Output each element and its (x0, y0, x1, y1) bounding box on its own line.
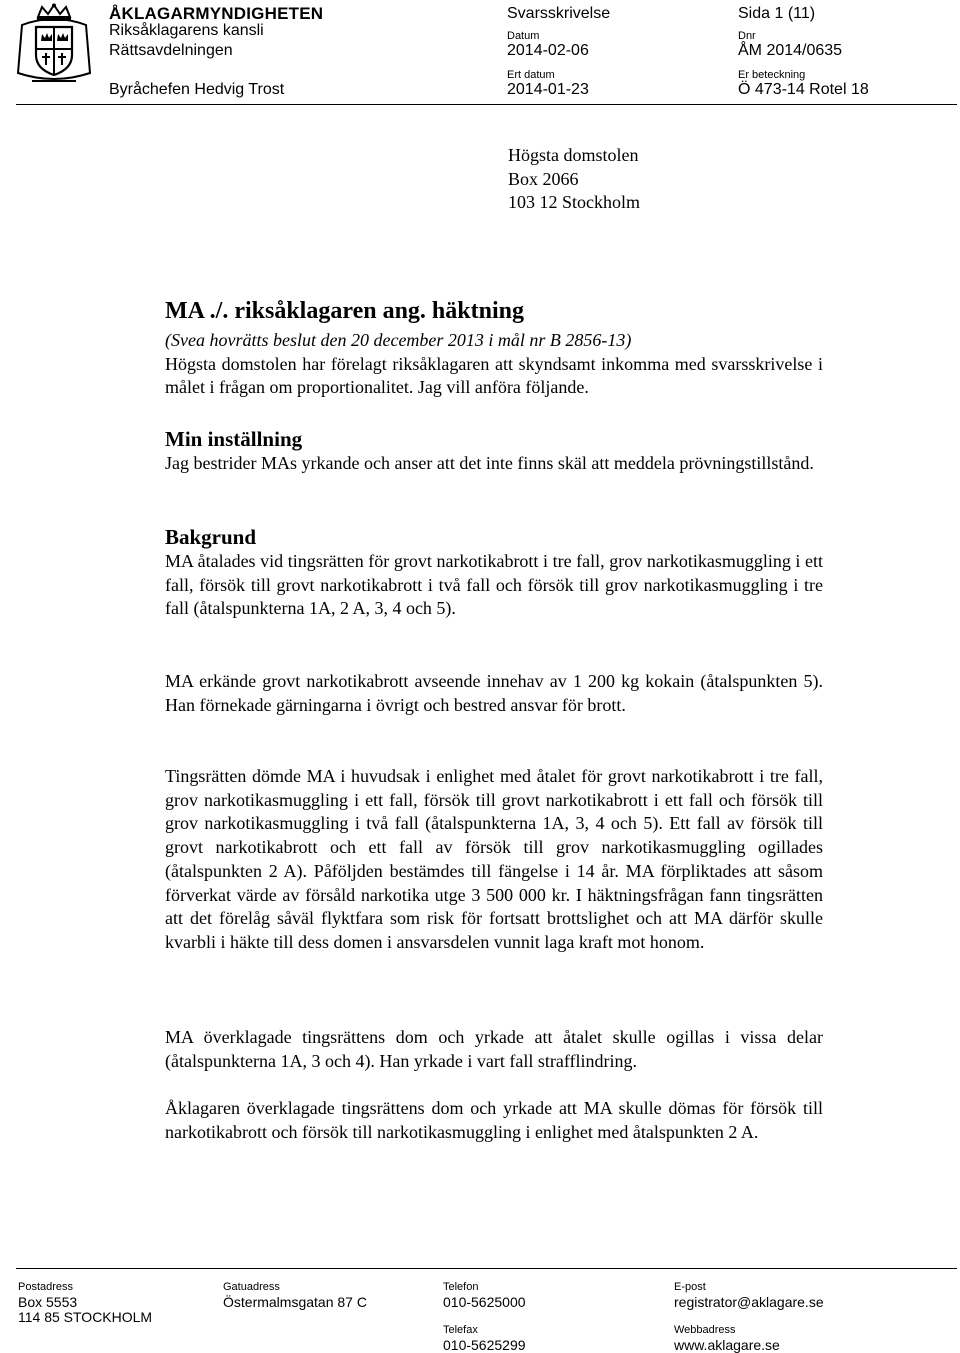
footer-telefax-value: 010-5625299 (443, 1337, 526, 1353)
office-name: Riksåklagarens kansli (109, 22, 264, 39)
recipient-line-2: Box 2066 (508, 168, 579, 189)
coat-of-arms-logo (14, 3, 94, 87)
department-name: Rättsavdelningen (109, 42, 233, 59)
document-subtitle: (Svea hovrätts beslut den 20 december 2013 i mål nr B 2856-13) (165, 330, 632, 350)
footer-telefon-value: 010-5625000 (443, 1294, 526, 1310)
document-type: Svarsskrivelse (507, 5, 611, 22)
footer-webbadress-label: Webbadress (674, 1324, 736, 1336)
background-paragraph-2: MA erkände grovt narkotikabrott avseende innehav av 1 200 kg kokain (åtalspunkten 5). Han förnekade gärningarna i övrigt och bestred ansvar för brott. (165, 671, 823, 715)
background-paragraph-4-wrap (165, 1026, 823, 1073)
intro-block (165, 329, 823, 400)
footer-epost-value[interactable]: registrator@aklagare.se (674, 1294, 824, 1310)
background-paragraph-4: MA överklagade tingsrättens dom och yrkade att åtalet skulle ogillas i vissa delar (åtalspunkterna 1A, 3 och 4). Han yrkade i vart fall strafflindring. (165, 1027, 823, 1071)
agency-name: ÅKLAGARMYNDIGHETEN (109, 4, 324, 23)
footer-telefon-label: Telefon (443, 1281, 479, 1293)
ert-datum-value: 2014-01-23 (507, 81, 589, 98)
dnr-label: Dnr (738, 30, 756, 42)
datum-value: 2014-02-06 (507, 42, 589, 59)
er-beteckning-value: Ö 473-14 Rotel 18 (738, 81, 869, 98)
background-paragraph-1: MA åtalades vid tingsrätten för grovt narkotikabrott i tre fall, grov narkotikasmuggling i ett fall, försök till grovt narkotikabrott i två fall och försök till grov narkotikasmuggling i tre fall (åtalspunkterna 1A, 2 A, 3, 4 och 5). (165, 551, 823, 619)
background-paragraph-3: Tingsrätten dömde MA i huvudsak i enlighet med åtalet för grovt narkotikabrott i tre fall, grov narkotikasmuggling i ett fall, försök till grovt narkotikabrott i ett fall och försök till grov narkotikasmuggling i två fall (åtalspunkterna 1A, 3, 4 och 5). Ett fall av försök till grovt narkotikabrott och ett fall av försök till grov narkotikasmuggling ogillades (åtalspunkten 2 A). Påföljden bestämdes till fängelse i 14 år. MA förpliktades att såsom förverkat värde av försåld narkotika utge 3 500 000 kr. I häktningsfrågan fann tingsrätten att det förelåg såväl flyktfara som risk för fortsatt brottslighet och att MA därför skulle kvarbli i häkte till dess domen i ansvarsdelen vunnit laga kraft mot honom. (165, 766, 823, 952)
recipient-line-1: Högsta domstolen (508, 145, 639, 165)
footer-telefax-label: Telefax (443, 1324, 478, 1336)
footer-postadress-label: Postadress (18, 1281, 74, 1293)
er-beteckning-label: Er beteckning (738, 69, 806, 81)
recipient-address (508, 144, 640, 215)
footer-gatuadress-label: Gatuadress (223, 1281, 280, 1293)
officer-name: Byråchefen Hedvig Trost (109, 81, 285, 98)
document-title: MA ./. riksåklagaren ang. häktning (165, 298, 524, 324)
header-divider (16, 104, 957, 105)
footer-divider (16, 1268, 957, 1269)
footer-epost-label: E-post (674, 1281, 706, 1293)
section-position (165, 426, 823, 476)
section-heading-position: Min inställning (165, 427, 303, 451)
dnr-value: ÅM 2014/0635 (738, 42, 843, 59)
background-paragraph-5-wrap (165, 1097, 823, 1144)
page-number: Sida 1 (11) (738, 5, 816, 22)
background-paragraph-5: Åklagaren överklagade tingsrättens dom och yrkade att MA skulle dömas för försök till narkotikabrott och försök till narkotikasmuggling i enlighet med åtalspunkten 2 A. (165, 1098, 823, 1142)
section-background (165, 524, 823, 621)
intro-paragraph: Högsta domstolen har förelagt riksåklagaren att skyndsamt inkomma med svarsskrivelse i målet i frågan om proportionalitet. Jag vill anföra följande. (165, 353, 823, 398)
section-heading-background: Bakgrund (165, 525, 257, 549)
footer-postadress-line2: 114 85 STOCKHOLM (18, 1309, 153, 1325)
footer-webbadress-value[interactable]: www.aklagare.se (674, 1337, 780, 1353)
background-paragraph-3-wrap (165, 765, 823, 955)
footer-postadress-line1: Box 5553 (18, 1294, 78, 1310)
recipient-line-3: 103 12 Stockholm (508, 192, 641, 212)
position-paragraph: Jag bestrider MAs yrkande och anser att det inte finns skäl att meddela prövningstillstånd. (165, 453, 814, 473)
footer-gatuadress-value: Östermalmsgatan 87 C (223, 1294, 367, 1310)
ert-datum-label: Ert datum (507, 69, 555, 81)
datum-label: Datum (507, 30, 540, 42)
background-paragraph-2-wrap (165, 670, 823, 717)
